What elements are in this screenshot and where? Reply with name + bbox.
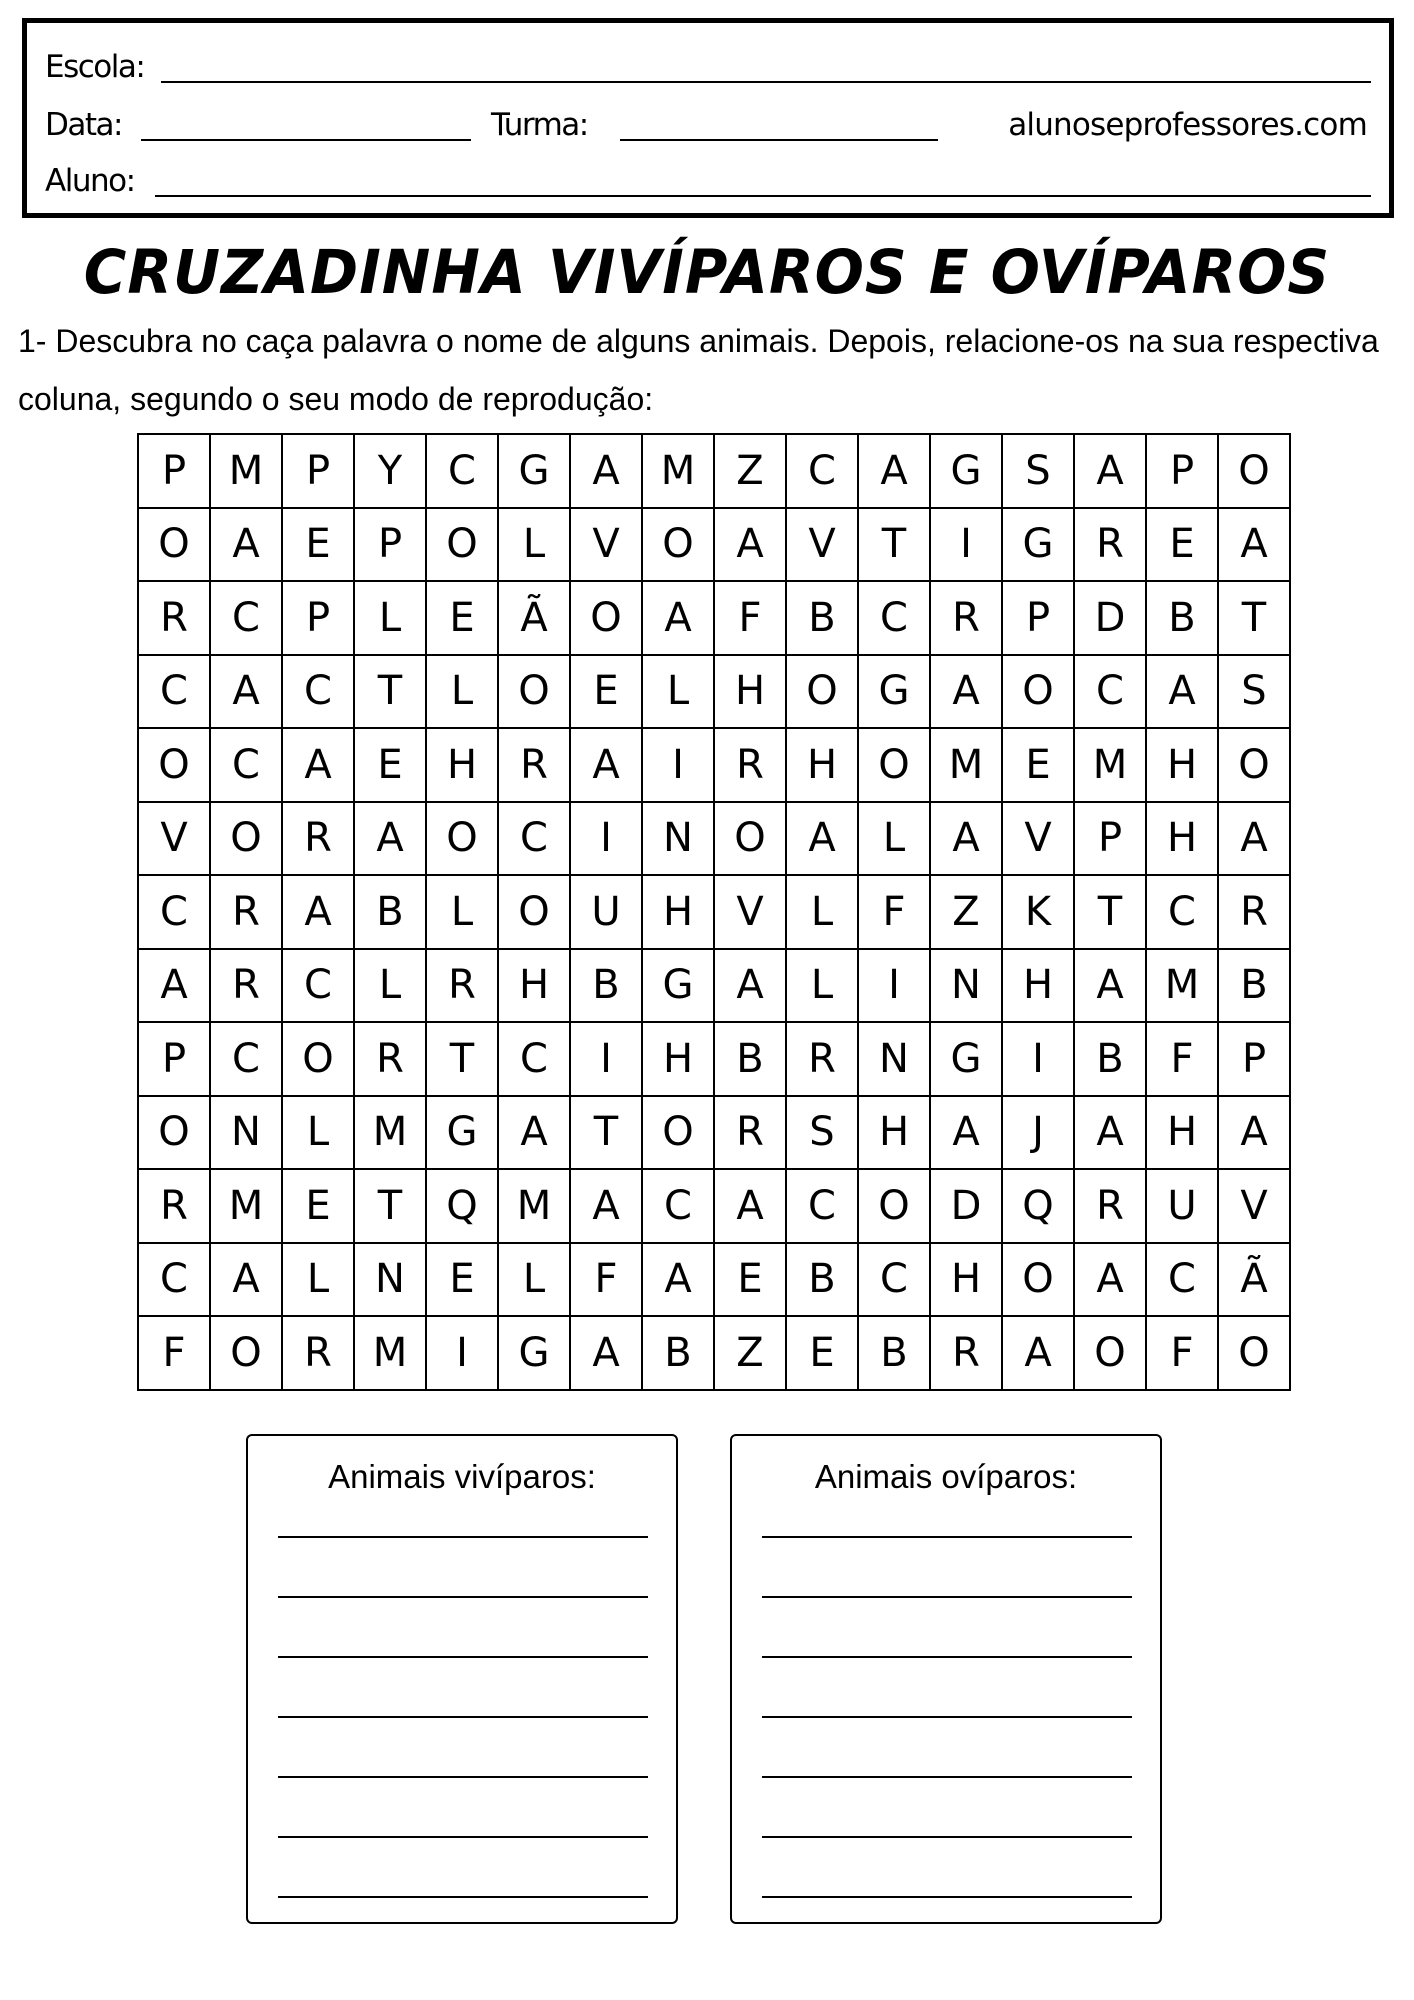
grid-cell[interactable]: B (355, 876, 427, 950)
grid-row (139, 1023, 1291, 1097)
grid-row (139, 876, 1291, 950)
grid-cell[interactable]: O (427, 803, 499, 877)
instruction-text: 1- Descubra no caça palavra o nome de alguns animais. Depois, relacione-os na sua respectiva coluna, segundo o seu modo de reprodução: (18, 323, 1379, 417)
grid-cell[interactable]: F (1147, 1023, 1219, 1097)
grid-cell[interactable]: H (499, 950, 571, 1024)
grid-cell[interactable]: A (571, 1170, 643, 1244)
grid-cell[interactable]: P (283, 582, 355, 656)
grid-cell[interactable]: O (139, 729, 211, 803)
viviparous-title: Animais vivíparos: (328, 1458, 596, 1495)
grid-cell[interactable]: E (427, 582, 499, 656)
grid-cell[interactable]: C (643, 1170, 715, 1244)
grid-cell[interactable]: C (859, 582, 931, 656)
grid-cell[interactable]: R (931, 582, 1003, 656)
grid-cell[interactable]: P (355, 509, 427, 583)
grid-cell[interactable]: S (1219, 656, 1291, 730)
grid-cell[interactable]: B (643, 1317, 715, 1391)
grid-cell[interactable]: Y (355, 435, 427, 509)
grid-cell[interactable]: A (931, 1097, 1003, 1171)
grid-cell[interactable]: A (283, 876, 355, 950)
grid-cell[interactable]: R (787, 1023, 859, 1097)
grid-cell[interactable]: A (931, 803, 1003, 877)
grid-cell[interactable]: N (355, 1244, 427, 1318)
grid-cell[interactable]: G (499, 1317, 571, 1391)
answer-line[interactable] (278, 1536, 648, 1538)
grid-cell[interactable]: Z (715, 1317, 787, 1391)
grid-cell[interactable]: V (787, 509, 859, 583)
grid-row (139, 1244, 1291, 1318)
grid-cell[interactable]: T (355, 1170, 427, 1244)
grid-cell[interactable]: F (715, 582, 787, 656)
grid-row (139, 509, 1291, 583)
grid-cell[interactable]: R (1219, 876, 1291, 950)
grid-cell[interactable]: A (1219, 1097, 1291, 1171)
grid-cell[interactable]: A (571, 435, 643, 509)
class-label: Turma: (491, 107, 588, 143)
grid-cell[interactable]: M (355, 1097, 427, 1171)
grid-cell[interactable]: I (931, 509, 1003, 583)
grid-cell[interactable]: L (499, 1244, 571, 1318)
grid-cell[interactable]: E (1147, 509, 1219, 583)
grid-cell[interactable]: E (427, 1244, 499, 1318)
grid-cell[interactable]: A (1075, 1244, 1147, 1318)
grid-cell[interactable]: A (715, 1170, 787, 1244)
grid-row (139, 656, 1291, 730)
worksheet-title: CRUZADINHA VIVÍPAROS E OVÍPAROS (83, 236, 1331, 308)
grid-cell[interactable]: A (571, 1317, 643, 1391)
grid-cell[interactable]: P (1003, 582, 1075, 656)
grid-cell[interactable]: V (1003, 803, 1075, 877)
grid-cell[interactable]: I (427, 1317, 499, 1391)
answer-line[interactable] (762, 1836, 1132, 1838)
grid-cell[interactable]: S (1003, 435, 1075, 509)
grid-row (139, 582, 1291, 656)
grid-cell[interactable]: F (139, 1317, 211, 1391)
grid-cell[interactable]: H (643, 1023, 715, 1097)
header-box (22, 18, 1394, 218)
grid-cell[interactable]: L (859, 803, 931, 877)
grid-cell[interactable]: L (355, 582, 427, 656)
grid-cell[interactable]: G (427, 1097, 499, 1171)
grid-cell[interactable]: L (283, 1244, 355, 1318)
grid-cell[interactable]: T (427, 1023, 499, 1097)
grid-cell[interactable]: O (1075, 1317, 1147, 1391)
grid-cell[interactable]: A (499, 1097, 571, 1171)
grid-cell[interactable]: R (427, 950, 499, 1024)
grid-cell[interactable]: M (643, 435, 715, 509)
grid-cell[interactable]: P (283, 435, 355, 509)
grid-cell[interactable]: I (859, 950, 931, 1024)
grid-cell[interactable]: M (211, 435, 283, 509)
grid-cell[interactable]: G (1003, 509, 1075, 583)
grid-cell[interactable]: A (283, 729, 355, 803)
grid-cell[interactable]: T (355, 656, 427, 730)
answer-line[interactable] (762, 1656, 1132, 1658)
grid-cell[interactable]: V (1219, 1170, 1291, 1244)
grid-cell[interactable]: H (1147, 1097, 1219, 1171)
grid-cell[interactable]: L (787, 876, 859, 950)
grid-cell[interactable]: K (1003, 876, 1075, 950)
grid-cell[interactable]: R (211, 876, 283, 950)
grid-row (139, 1317, 1291, 1391)
grid-cell[interactable]: A (787, 803, 859, 877)
grid-cell[interactable]: C (787, 1170, 859, 1244)
grid-cell[interactable]: N (931, 950, 1003, 1024)
grid-cell[interactable]: O (283, 1023, 355, 1097)
grid-cell[interactable]: V (715, 876, 787, 950)
grid-cell[interactable]: N (643, 803, 715, 877)
grid-cell[interactable]: A (1075, 435, 1147, 509)
answer-line[interactable] (762, 1896, 1132, 1898)
grid-cell[interactable]: A (715, 950, 787, 1024)
grid-cell[interactable]: O (211, 803, 283, 877)
grid-cell[interactable]: L (427, 876, 499, 950)
grid-cell[interactable]: R (283, 803, 355, 877)
grid-cell[interactable]: E (283, 1170, 355, 1244)
grid-cell[interactable]: O (1003, 656, 1075, 730)
grid-cell[interactable]: M (211, 1170, 283, 1244)
grid-cell[interactable]: R (283, 1317, 355, 1391)
grid-cell[interactable]: C (139, 656, 211, 730)
grid-cell[interactable]: A (859, 435, 931, 509)
answer-line[interactable] (278, 1716, 648, 1718)
grid-cell[interactable]: B (1147, 582, 1219, 656)
grid-cell[interactable]: A (1075, 950, 1147, 1024)
grid-cell[interactable]: C (499, 803, 571, 877)
grid-cell[interactable]: O (499, 656, 571, 730)
grid-cell[interactable]: L (499, 509, 571, 583)
date-label: Data: (45, 107, 122, 143)
school-label: Escola: (45, 49, 145, 85)
grid-cell[interactable]: C (211, 582, 283, 656)
grid-cell[interactable]: H (787, 729, 859, 803)
grid-cell[interactable]: O (643, 1097, 715, 1171)
grid-cell[interactable]: E (571, 656, 643, 730)
answer-line[interactable] (762, 1716, 1132, 1718)
grid-cell[interactable]: C (283, 656, 355, 730)
grid-cell[interactable]: O (643, 509, 715, 583)
answer-line[interactable] (762, 1776, 1132, 1778)
grid-cell[interactable]: R (139, 582, 211, 656)
grid-cell[interactable]: H (643, 876, 715, 950)
grid-cell[interactable]: O (427, 509, 499, 583)
grid-cell[interactable]: C (859, 1244, 931, 1318)
answer-line[interactable] (278, 1656, 648, 1658)
grid-cell[interactable]: O (499, 876, 571, 950)
grid-cell[interactable]: L (787, 950, 859, 1024)
website-text: alunoseprofessores.com (1008, 107, 1367, 143)
grid-cell[interactable]: C (211, 1023, 283, 1097)
grid-cell[interactable]: N (211, 1097, 283, 1171)
grid-cell[interactable]: O (211, 1317, 283, 1391)
school-row (45, 41, 1371, 91)
grid-cell[interactable]: C (139, 1244, 211, 1318)
grid-cell[interactable]: C (283, 950, 355, 1024)
grid-cell[interactable]: F (571, 1244, 643, 1318)
answer-line[interactable] (278, 1896, 648, 1898)
grid-cell[interactable]: B (1219, 950, 1291, 1024)
grid-cell[interactable]: C (1147, 1244, 1219, 1318)
grid-cell[interactable]: M (1147, 950, 1219, 1024)
grid-cell[interactable]: V (139, 803, 211, 877)
grid-cell[interactable]: H (1147, 803, 1219, 877)
grid-cell[interactable]: B (787, 582, 859, 656)
student-field[interactable] (155, 195, 1371, 197)
grid-cell[interactable]: P (1147, 435, 1219, 509)
grid-cell[interactable]: R (139, 1170, 211, 1244)
answer-line[interactable] (278, 1776, 648, 1778)
grid-cell[interactable]: T (1075, 876, 1147, 950)
grid-cell[interactable]: G (499, 435, 571, 509)
grid-cell[interactable]: C (1075, 656, 1147, 730)
grid-cell[interactable]: N (859, 1023, 931, 1097)
grid-cell[interactable]: E (355, 729, 427, 803)
grid-cell[interactable]: B (787, 1244, 859, 1318)
grid-row (139, 1097, 1291, 1171)
grid-cell[interactable]: E (787, 1317, 859, 1391)
student-label: Aluno: (45, 163, 135, 199)
grid-cell[interactable]: E (283, 509, 355, 583)
grid-cell[interactable]: Q (427, 1170, 499, 1244)
grid-cell[interactable]: M (499, 1170, 571, 1244)
grid-cell[interactable]: O (1219, 435, 1291, 509)
grid-cell[interactable]: L (643, 656, 715, 730)
grid-cell[interactable]: C (427, 435, 499, 509)
grid-cell[interactable]: Z (931, 876, 1003, 950)
grid-cell[interactable]: C (1147, 876, 1219, 950)
grid-cell[interactable]: Q (1003, 1170, 1075, 1244)
grid-cell[interactable]: U (571, 876, 643, 950)
grid-cell[interactable]: R (715, 1097, 787, 1171)
grid-cell[interactable]: I (643, 729, 715, 803)
grid-cell[interactable]: V (571, 509, 643, 583)
oviparous-box (730, 1434, 1162, 1924)
grid-cell[interactable]: A (1219, 509, 1291, 583)
grid-cell[interactable]: O (787, 656, 859, 730)
grid-cell[interactable]: P (1219, 1023, 1291, 1097)
grid-cell[interactable]: A (1219, 803, 1291, 877)
grid-cell[interactable]: F (859, 876, 931, 950)
grid-cell[interactable]: O (859, 729, 931, 803)
grid-cell[interactable]: O (859, 1170, 931, 1244)
grid-cell[interactable]: B (571, 950, 643, 1024)
grid-row (139, 950, 1291, 1024)
grid-cell[interactable]: I (571, 1023, 643, 1097)
oviparous-title: Animais ovíparos: (814, 1458, 1078, 1495)
grid-row (139, 803, 1291, 877)
grid-cell[interactable]: A (643, 582, 715, 656)
grid-cell[interactable]: A (211, 656, 283, 730)
date-row (45, 99, 1371, 149)
grid-cell[interactable]: Ã (499, 582, 571, 656)
grid-cell[interactable]: I (1003, 1023, 1075, 1097)
grid-cell[interactable]: B (715, 1023, 787, 1097)
grid-cell[interactable]: T (1219, 582, 1291, 656)
grid-cell[interactable]: O (715, 803, 787, 877)
class-field[interactable] (620, 139, 938, 141)
grid-cell[interactable]: H (1147, 729, 1219, 803)
school-field[interactable] (161, 81, 1371, 83)
grid-cell[interactable]: R (715, 729, 787, 803)
grid-cell[interactable]: C (787, 435, 859, 509)
grid-cell[interactable]: C (139, 876, 211, 950)
grid-cell[interactable]: A (211, 509, 283, 583)
answer-line[interactable] (762, 1536, 1132, 1538)
grid-cell[interactable]: A (1003, 1317, 1075, 1391)
grid-cell[interactable]: T (859, 509, 931, 583)
grid-cell[interactable]: T (571, 1097, 643, 1171)
answer-line[interactable] (762, 1596, 1132, 1598)
grid-row (139, 729, 1291, 803)
answer-line[interactable] (278, 1596, 648, 1598)
grid-cell[interactable]: L (355, 950, 427, 1024)
grid-cell[interactable]: R (499, 729, 571, 803)
grid-cell[interactable]: H (931, 1244, 1003, 1318)
grid-cell[interactable]: L (283, 1097, 355, 1171)
grid-row (139, 1170, 1291, 1244)
grid-cell[interactable]: H (859, 1097, 931, 1171)
grid-cell[interactable]: O (139, 509, 211, 583)
grid-cell[interactable]: U (1147, 1170, 1219, 1244)
grid-cell[interactable]: Ã (1219, 1244, 1291, 1318)
grid-cell[interactable]: E (1003, 729, 1075, 803)
grid-cell[interactable]: R (1075, 1170, 1147, 1244)
grid-row (139, 435, 1291, 509)
grid-cell[interactable]: M (1075, 729, 1147, 803)
student-row (45, 155, 1371, 205)
word-search-grid (137, 433, 1291, 1391)
grid-cell[interactable]: R (355, 1023, 427, 1097)
grid-cell[interactable]: A (1075, 1097, 1147, 1171)
grid-cell[interactable]: G (643, 950, 715, 1024)
grid-cell[interactable]: A (715, 509, 787, 583)
grid-cell[interactable]: P (139, 435, 211, 509)
grid-cell[interactable]: A (571, 729, 643, 803)
date-field[interactable] (141, 139, 471, 141)
grid-cell[interactable]: C (499, 1023, 571, 1097)
grid-cell[interactable]: O (571, 582, 643, 656)
grid-cell[interactable]: O (1003, 1244, 1075, 1318)
grid-cell[interactable]: Z (715, 435, 787, 509)
grid-cell[interactable]: C (211, 729, 283, 803)
grid-cell[interactable]: G (931, 1023, 1003, 1097)
grid-cell[interactable]: H (715, 656, 787, 730)
grid-cell[interactable]: B (859, 1317, 931, 1391)
grid-cell[interactable]: A (355, 803, 427, 877)
grid-cell[interactable]: D (1075, 582, 1147, 656)
grid-cell[interactable]: D (931, 1170, 1003, 1244)
grid-cell[interactable]: A (931, 656, 1003, 730)
answer-line[interactable] (278, 1836, 648, 1838)
grid-cell[interactable]: P (139, 1023, 211, 1097)
grid-cell[interactable]: O (1219, 729, 1291, 803)
grid-cell[interactable]: M (931, 729, 1003, 803)
grid-cell[interactable]: J (1003, 1097, 1075, 1171)
grid-cell[interactable]: H (427, 729, 499, 803)
grid-cell[interactable]: O (139, 1097, 211, 1171)
grid-cell[interactable]: R (1075, 509, 1147, 583)
grid-cell[interactable]: F (1147, 1317, 1219, 1391)
grid-cell[interactable]: S (787, 1097, 859, 1171)
grid-cell[interactable]: R (931, 1317, 1003, 1391)
grid-cell[interactable]: G (931, 435, 1003, 509)
grid-cell[interactable]: G (859, 656, 931, 730)
grid-cell[interactable]: A (643, 1244, 715, 1318)
grid-cell[interactable]: P (1075, 803, 1147, 877)
viviparous-box (246, 1434, 678, 1924)
grid-cell[interactable]: A (211, 1244, 283, 1318)
grid-cell[interactable]: O (1219, 1317, 1291, 1391)
grid-cell[interactable]: R (211, 950, 283, 1024)
grid-cell[interactable]: A (139, 950, 211, 1024)
grid-cell[interactable]: H (1003, 950, 1075, 1024)
grid-cell[interactable]: A (1147, 656, 1219, 730)
grid-cell[interactable]: M (355, 1317, 427, 1391)
grid-cell[interactable]: E (715, 1244, 787, 1318)
grid-cell[interactable]: L (427, 656, 499, 730)
grid-cell[interactable]: I (571, 803, 643, 877)
grid-cell[interactable]: B (1075, 1023, 1147, 1097)
